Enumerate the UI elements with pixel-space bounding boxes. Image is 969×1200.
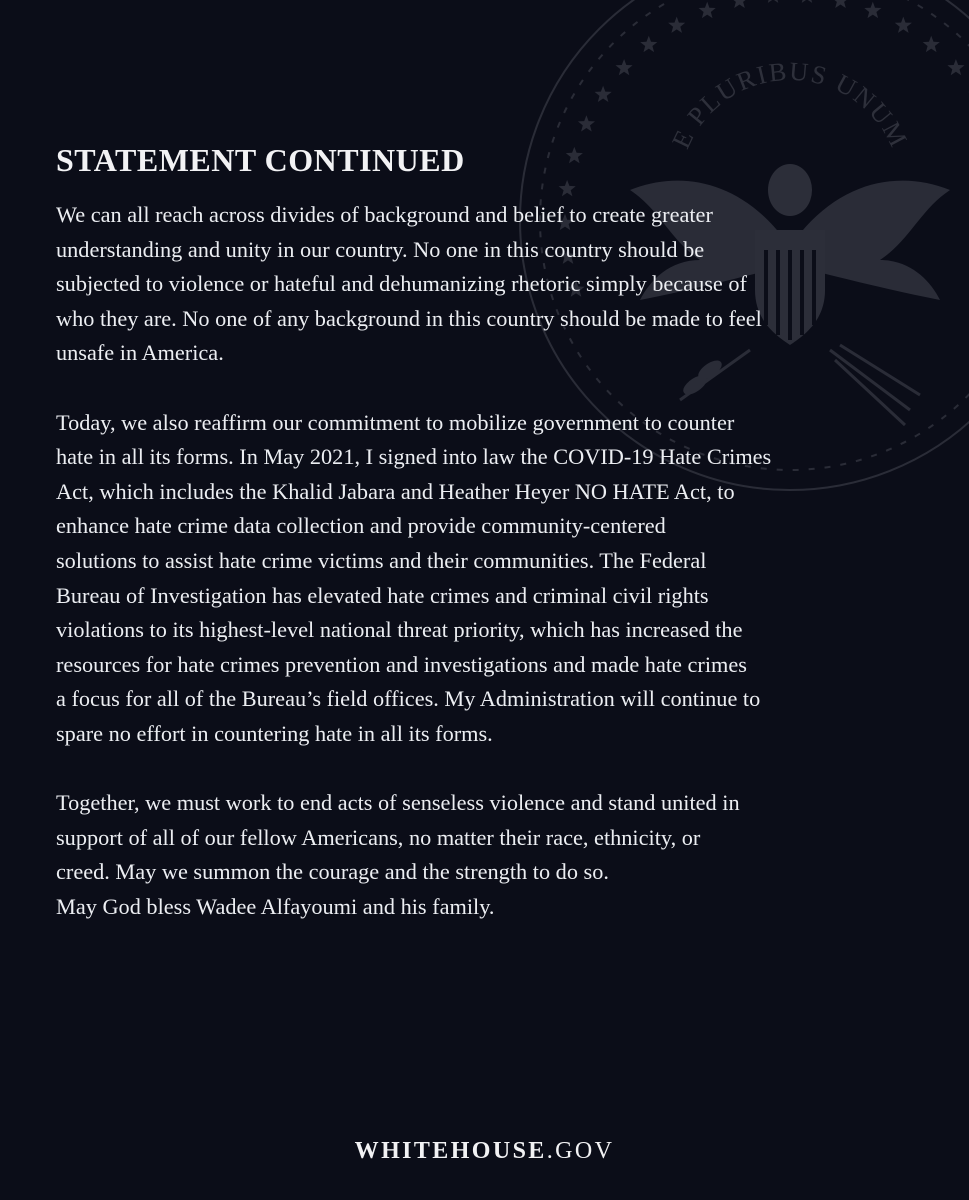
statement-title: STATEMENT CONTINUED — [56, 142, 465, 178]
seal-star-icon — [895, 17, 912, 33]
seal-star-icon — [864, 2, 881, 18]
statement-paragraph: We can all reach across divides of background and belief to create greater understanding and unity in our country. No one in this country should be subjected to violence or hateful and dehumanizing rhetoric simply because of who they are. No one of any background in this country should be made to feel unsafe in America. — [56, 202, 762, 366]
statement-paragraph: Today, we also reaffirm our commitment to mobilize government to counter hate in all its forms. In May 2021, I signed into law the COVID-19 Hate Crimes Act, which includes the Khalid Jabara and Heather Heyer NO HATE Act, to enhance hate crime data collection and provide community-centered solutions to assist hate crime victims and their communities. The Federal Bureau of Investigation has elevated hate crimes and criminal civil rights violations to its highest-level national threat priority, which has increased the resources for hate crimes prevention and investigations and made hate crimes a focus for all of the Bureau’s field offices. My Administration will continue to spare no effort in countering hate in all its forms. — [56, 409, 772, 746]
seal-star-icon — [640, 36, 657, 52]
seal-star-icon — [798, 0, 815, 3]
seal-star-icon — [832, 0, 849, 8]
seal-star-icon — [765, 0, 782, 3]
footer-wordmark — [0, 1138, 969, 1165]
svg-text:E PLURIBUS UNUM — [666, 57, 913, 153]
seal-star-icon — [578, 115, 595, 131]
seal-star-icon — [595, 86, 612, 102]
statement-paragraph: Together, we must work to end acts of senseless violence and stand united in support of all of our fellow Americans, no matter their race, ethnicity, or creed. May we summon the courage and the strength to do so. May God bless Wadee Alfayoumi and his family. — [56, 790, 740, 919]
seal-motto: E PLURIBUS UNUM — [666, 56, 914, 153]
seal-star-icon — [668, 17, 685, 33]
seal-star-icon — [923, 36, 940, 52]
seal-star-icon — [947, 59, 964, 75]
statement-body — [56, 140, 926, 959]
seal-star-icon — [699, 2, 716, 18]
seal-star-icon — [616, 59, 633, 75]
footer-tld: .GOV — [546, 1138, 615, 1164]
seal-star-icon — [731, 0, 748, 8]
footer-domain: WHITEHOUSE — [354, 1138, 547, 1164]
